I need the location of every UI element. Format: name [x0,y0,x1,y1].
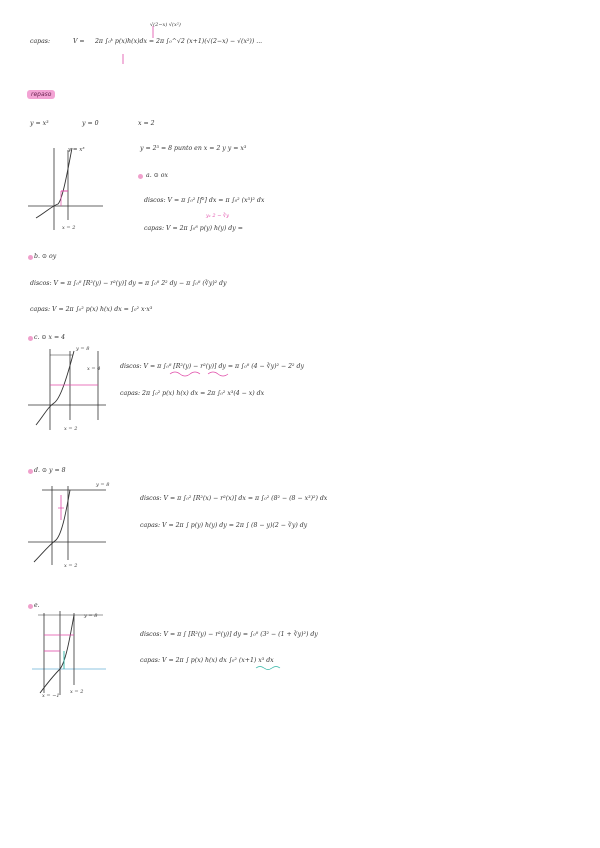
graph3-x2-label: x = 2 [64,426,78,432]
section-tag: repaso [27,90,55,99]
graph5-y8-label: y = 8 [84,613,98,619]
part-a-marks: y₁ 2 − ∛y [206,213,229,219]
graph5-x2-label: x = 2 [70,689,84,695]
bullet-b [28,255,33,260]
graph-3 [28,345,113,435]
part-c-underline [170,370,250,378]
part-c-capas: capas: 2π ∫₀² p(x) h(x) dx = 2π ∫₀² x³(4 − x) dx [120,390,265,397]
part-e-underline [256,665,286,671]
part-c-label: c. ⊙ x = 4 [34,334,66,341]
part-e-discos: discos: V = π ∫ [R²(y) − r²(y)] dy = ∫₀⁸ (3² − (1 + ∛y)²) dy [140,631,318,638]
top-note: √(2−x) √(x²) [150,22,181,28]
part-e-label: e. [34,602,40,609]
part-b-label: b. ⊙ oy [34,253,57,260]
problem-intersection: y = 2³ = 8 punto en x = 2 y y = x³ [140,145,247,152]
problem-line1: y = 0 [82,120,99,127]
graph3-x4-label: x = 4 [87,366,101,372]
top-volume-eq: V = [73,38,85,45]
top-method: capas: [30,38,51,45]
graph4-y8-label: y = 8 [96,482,110,488]
graph-4 [28,480,113,570]
part-b-capas: capas: V = 2π ∫₀² p(x) h(x) dx = ∫₀² x·x³ [30,306,153,313]
top-integral: 2π ∫₀ᵏ p(x)h(x)dx = 2π ∫₀^√2 (x+1)(√(2−x) − √(x²)) ... [95,38,263,45]
bullet-d [28,469,33,474]
part-d-discos: discos: V = π ∫₀² [R²(x) − r²(x)] dx = π ∫₀² (8² − (8 − x³)²) dx [140,495,328,502]
part-e-capas: capas: V = 2π ∫ p(x) h(x) dx ∫₀² (x+1) x³ dx [140,657,274,664]
graph4-x2-label: x = 2 [64,563,78,569]
part-b-discos: discos: V = π ∫₀⁸ [R²(y) − r²(y)] dy = π ∫₀⁸ 2² dy − π ∫₀⁸ (∛y)² dy [30,280,227,287]
graph1-x-label: x = 2 [62,225,76,231]
part-a-discos: discos: V = π ∫₀² [f²] dx = π ∫₀² (x³)² dx [144,197,265,204]
graph-1 [28,140,108,235]
part-a-label: a. ⊙ ox [146,172,168,179]
top-annotation-marks [145,24,185,64]
part-d-capas: capas: V = 2π ∫ p(y) h(y) dy = 2π ∫ (8 − y)(2 − ∛y) dy [140,522,308,529]
part-c-discos: discos: V = π ∫₀⁸ [R²(y) − r²(y)] dy = π ∫₀⁸ (4 − ∛y)² − 2² dy [120,363,304,370]
problem-curve: y = x³ [30,120,49,127]
bullet-a [138,174,143,179]
problem-line2: x = 2 [138,120,155,127]
bullet-c [28,336,33,341]
graph3-y-label: y = 8 [76,346,90,352]
graph-5 [28,605,113,700]
part-a-capas: capas: V = 2π ∫₀⁸ p(y) h(y) dy = [144,225,243,232]
graph1-curve-label: y = x³ [68,147,85,153]
graph5-xm1-label: x = −1 [42,693,60,699]
part-d-label: d. ⊙ y = 8 [34,467,66,474]
